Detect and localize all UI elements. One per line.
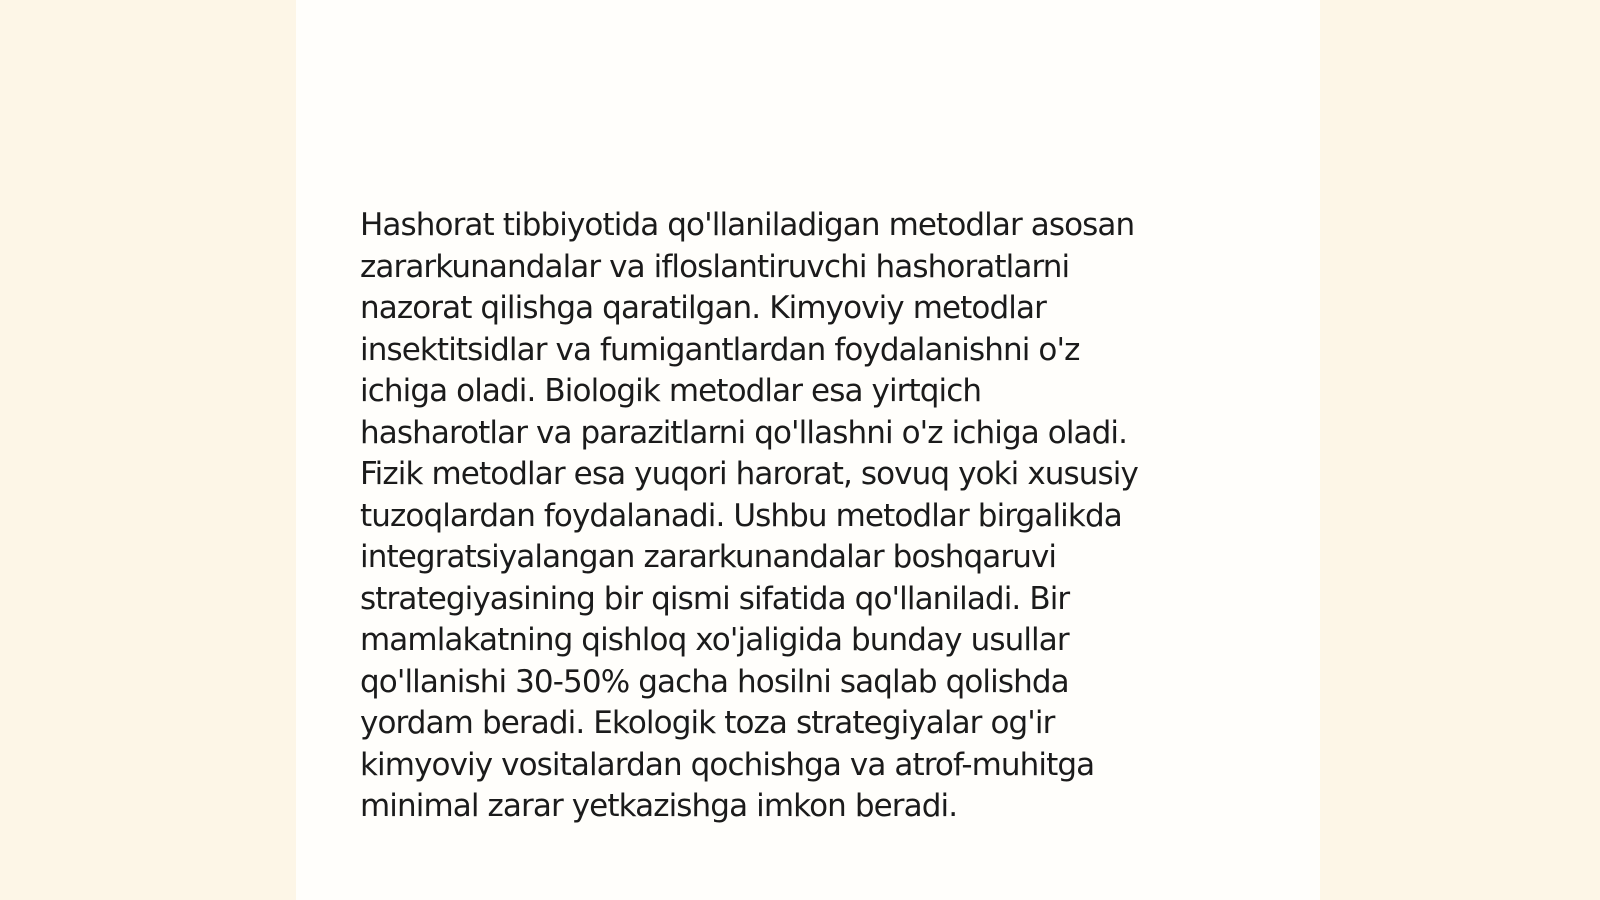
- body-paragraph: Hashorat tibbiyotida qo'llaniladigan metodlar asosan zararkunandalar va ifloslantiruvchi hashoratlarni nazorat qilishga qaratilgan. Kimyoviy metodlar insektitsidlar va fumigantlardan foydalanishni o'z ichiga oladi. Biologik metodlar esa yirtqich hasharotlar va parazitlarni qo'llashni o'z ichiga oladi. Fizik metodlar esa yuqori harorat, sovuq yoki xususiy tuzoqlardan foydalanadi. Ushbu metodlar birgalikda integratsiyalangan zararkunandalar boshqaruvi strategiyasining bir qismi sifatida qo'llaniladi. Bir mamlakatning qishloq xo'jaligida bunday usullar qo'llanishi 30-50% gacha hosilni saqlab qolishda yordam beradi. Ekologik toza strategiyalar og'ir kimyoviy vositalardan qochishga va atrof-muhitga minimal zarar yetkazishga imkon beradi.: [360, 207, 1138, 824]
- document-page: [296, 0, 1320, 900]
